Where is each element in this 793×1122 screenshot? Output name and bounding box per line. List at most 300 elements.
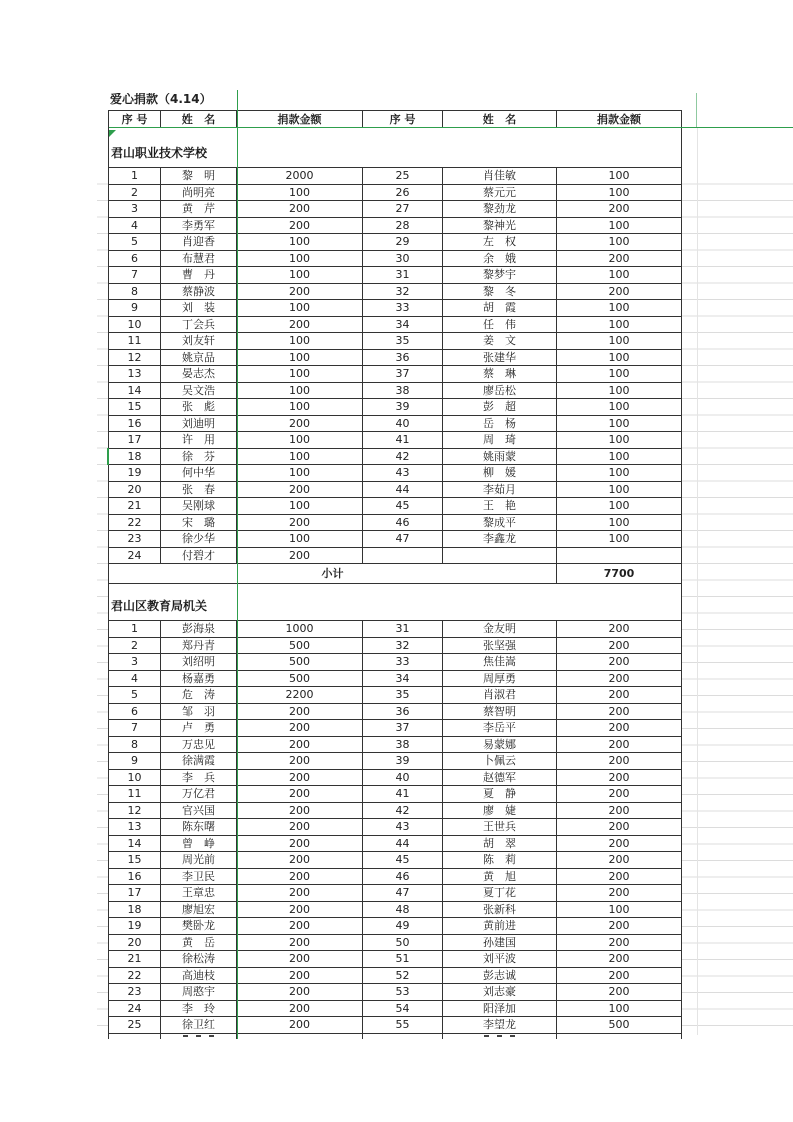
name-cell[interactable]: 姚京品 [161, 350, 237, 367]
name-cell[interactable]: 黎神光 [443, 218, 557, 235]
amount-cell[interactable]: 200 [237, 753, 363, 770]
amount-cell[interactable]: 100 [237, 383, 363, 400]
seq-cell[interactable]: 2 [109, 638, 161, 655]
amount-cell[interactable]: 200 [237, 935, 363, 952]
amount-cell[interactable]: 200 [557, 638, 681, 655]
name-cell[interactable]: 姚雨蒙 [443, 449, 557, 466]
amount-cell[interactable]: 500 [237, 638, 363, 655]
amount-cell[interactable]: 100 [557, 432, 681, 449]
name-cell[interactable]: 刘迪明 [161, 416, 237, 433]
amount-cell[interactable]: 100 [557, 482, 681, 499]
name-cell[interactable]: 廖旭宏 [161, 902, 237, 919]
seq-cell[interactable]: 14 [109, 383, 161, 400]
amount-cell[interactable]: 200 [237, 317, 363, 334]
seq-cell[interactable]: 37 [363, 720, 443, 737]
amount-cell[interactable]: 100 [557, 218, 681, 235]
name-cell[interactable]: 高迪枝 [161, 968, 237, 985]
seq-cell[interactable]: 27 [363, 201, 443, 218]
amount-cell[interactable]: 200 [237, 416, 363, 433]
seq-cell[interactable]: 54 [363, 1001, 443, 1018]
name-cell[interactable]: 付碧才 [161, 548, 237, 565]
name-cell[interactable]: 徐 芬 [161, 449, 237, 466]
amount-cell[interactable]: 100 [237, 333, 363, 350]
amount-cell[interactable]: 200 [557, 621, 681, 638]
seq-cell[interactable]: 36 [363, 704, 443, 721]
seq-cell[interactable]: 25 [109, 1017, 161, 1034]
seq-cell[interactable]: 48 [363, 902, 443, 919]
seq-cell[interactable] [363, 548, 443, 565]
seq-cell[interactable]: 31 [363, 621, 443, 638]
name-cell[interactable]: 杨嘉勇 [161, 671, 237, 688]
name-cell[interactable]: 黎 明 [161, 168, 237, 185]
amount-cell[interactable]: 100 [557, 185, 681, 202]
name-cell[interactable]: 万亿君 [161, 786, 237, 803]
seq-cell[interactable]: 33 [363, 300, 443, 317]
name-cell[interactable]: 张新科 [443, 902, 557, 919]
seq-cell[interactable]: 41 [363, 786, 443, 803]
amount-cell[interactable]: 200 [557, 836, 681, 853]
amount-cell[interactable]: 100 [237, 350, 363, 367]
amount-cell[interactable]: 200 [237, 852, 363, 869]
name-cell[interactable]: 彭志诚 [443, 968, 557, 985]
seq-cell[interactable]: 38 [363, 737, 443, 754]
name-cell[interactable]: 李 玲 [161, 1001, 237, 1018]
amount-cell[interactable]: 100 [557, 333, 681, 350]
seq-cell[interactable]: 53 [363, 984, 443, 1001]
seq-cell[interactable]: 43 [363, 819, 443, 836]
seq-cell[interactable]: 40 [363, 770, 443, 787]
name-cell[interactable]: 布慧君 [161, 251, 237, 268]
amount-cell[interactable]: 200 [557, 720, 681, 737]
name-cell[interactable]: 徐满霞 [161, 753, 237, 770]
seq-cell[interactable]: 51 [363, 951, 443, 968]
amount-cell[interactable]: 200 [237, 951, 363, 968]
amount-cell[interactable]: 100 [557, 234, 681, 251]
amount-cell[interactable]: 200 [557, 654, 681, 671]
amount-cell[interactable]: 200 [237, 1001, 363, 1018]
name-cell[interactable]: 徐卫红 [161, 1017, 237, 1034]
seq-cell[interactable]: 17 [109, 432, 161, 449]
amount-cell[interactable]: 1000 [237, 621, 363, 638]
name-cell[interactable]: 李 兵 [161, 770, 237, 787]
seq-cell[interactable]: 40 [363, 416, 443, 433]
amount-cell[interactable]: 100 [237, 185, 363, 202]
name-cell[interactable]: 易蒙娜 [443, 737, 557, 754]
seq-cell[interactable]: 23 [109, 531, 161, 548]
amount-cell[interactable]: 200 [237, 218, 363, 235]
name-cell[interactable]: 李岳平 [443, 720, 557, 737]
name-cell[interactable]: 尚明亮 [161, 185, 237, 202]
name-cell[interactable]: 李茹月 [443, 482, 557, 499]
name-cell[interactable]: 黄 芹 [161, 201, 237, 218]
amount-cell[interactable]: 100 [557, 449, 681, 466]
amount-cell[interactable]: 200 [237, 515, 363, 532]
amount-cell[interactable]: 100 [557, 416, 681, 433]
seq-cell[interactable]: 47 [363, 885, 443, 902]
name-cell[interactable]: 李勇军 [161, 218, 237, 235]
name-cell[interactable]: 蔡 琳 [443, 366, 557, 383]
name-cell[interactable]: 吴文浩 [161, 383, 237, 400]
amount-cell[interactable] [557, 548, 681, 565]
seq-cell[interactable]: 3 [109, 201, 161, 218]
name-cell[interactable]: 卢 勇 [161, 720, 237, 737]
amount-cell[interactable]: 200 [237, 885, 363, 902]
name-cell[interactable]: 左 权 [443, 234, 557, 251]
seq-cell[interactable]: 49 [363, 918, 443, 935]
name-cell[interactable]: 张 春 [161, 482, 237, 499]
amount-cell[interactable]: 200 [557, 984, 681, 1001]
amount-cell[interactable]: 200 [557, 201, 681, 218]
amount-cell[interactable]: 100 [557, 531, 681, 548]
seq-cell[interactable]: 12 [109, 350, 161, 367]
name-cell[interactable]: 李鑫龙 [443, 531, 557, 548]
amount-cell[interactable]: 200 [557, 885, 681, 902]
seq-cell[interactable]: 21 [109, 951, 161, 968]
seq-cell[interactable]: 33 [363, 654, 443, 671]
name-cell[interactable]: 徐松涛 [161, 951, 237, 968]
name-cell[interactable]: 黎成平 [443, 515, 557, 532]
amount-cell[interactable]: 500 [237, 654, 363, 671]
seq-cell[interactable]: 46 [363, 869, 443, 886]
name-cell[interactable]: 吴刚球 [161, 498, 237, 515]
seq-cell[interactable]: 45 [363, 852, 443, 869]
subtotal-value-cell[interactable]: 7700 [557, 564, 681, 584]
amount-cell[interactable]: 200 [557, 968, 681, 985]
amount-cell[interactable]: 100 [557, 399, 681, 416]
name-cell[interactable]: 李望龙 [443, 1017, 557, 1034]
seq-cell[interactable]: 6 [109, 251, 161, 268]
name-cell[interactable]: 胡 翠 [443, 836, 557, 853]
name-cell[interactable]: 危 涛 [161, 687, 237, 704]
seq-cell[interactable]: 44 [363, 836, 443, 853]
name-cell[interactable]: 肖淑君 [443, 687, 557, 704]
amount-cell[interactable]: 200 [557, 803, 681, 820]
amount-cell[interactable]: 100 [557, 1001, 681, 1018]
seq-cell[interactable]: 6 [109, 704, 161, 721]
amount-cell[interactable]: 2200 [237, 687, 363, 704]
seq-cell[interactable]: 14 [109, 836, 161, 853]
seq-cell[interactable]: 38 [363, 383, 443, 400]
seq-cell[interactable]: 7 [109, 267, 161, 284]
name-cell[interactable]: 任 伟 [443, 317, 557, 334]
name-cell[interactable]: 焦佳嵩 [443, 654, 557, 671]
seq-cell[interactable]: 19 [109, 918, 161, 935]
amount-cell[interactable]: 200 [557, 951, 681, 968]
amount-cell[interactable]: 200 [237, 720, 363, 737]
name-cell[interactable]: 黎 冬 [443, 284, 557, 301]
name-cell[interactable]: 周厚勇 [443, 671, 557, 688]
seq-cell[interactable]: 9 [109, 300, 161, 317]
seq-cell[interactable]: 1 [109, 621, 161, 638]
seq-cell[interactable]: 43 [363, 465, 443, 482]
column-header-cell[interactable]: 序 号 [363, 111, 443, 128]
seq-cell[interactable]: 2 [109, 185, 161, 202]
name-cell[interactable]: 胡 霞 [443, 300, 557, 317]
seq-cell[interactable]: 47 [363, 531, 443, 548]
amount-cell[interactable]: 100 [237, 251, 363, 268]
name-cell[interactable]: 彭 超 [443, 399, 557, 416]
amount-cell[interactable]: 100 [557, 366, 681, 383]
seq-cell[interactable]: 36 [363, 350, 443, 367]
seq-cell[interactable]: 21 [109, 498, 161, 515]
amount-cell[interactable]: 100 [557, 350, 681, 367]
amount-cell[interactable]: 200 [237, 984, 363, 1001]
amount-cell[interactable]: 100 [237, 300, 363, 317]
seq-cell[interactable]: 55 [363, 1017, 443, 1034]
seq-cell[interactable]: 8 [109, 284, 161, 301]
seq-cell[interactable]: 20 [109, 935, 161, 952]
amount-cell[interactable]: 200 [557, 869, 681, 886]
amount-cell[interactable]: 200 [237, 482, 363, 499]
amount-cell[interactable]: 100 [237, 399, 363, 416]
seq-cell[interactable]: 35 [363, 687, 443, 704]
amount-cell[interactable]: 200 [237, 284, 363, 301]
name-cell[interactable]: 陈 莉 [443, 852, 557, 869]
seq-cell[interactable]: 5 [109, 234, 161, 251]
seq-cell[interactable]: 31 [363, 267, 443, 284]
name-cell[interactable]: 廖 婕 [443, 803, 557, 820]
seq-cell[interactable]: 13 [109, 819, 161, 836]
seq-cell[interactable]: 18 [109, 449, 161, 466]
seq-cell[interactable]: 15 [109, 852, 161, 869]
amount-cell[interactable]: 500 [237, 671, 363, 688]
amount-cell[interactable]: 200 [557, 852, 681, 869]
section-band[interactable] [109, 584, 681, 621]
name-cell[interactable]: 张建华 [443, 350, 557, 367]
name-cell[interactable] [443, 548, 557, 565]
name-cell[interactable]: 王世兵 [443, 819, 557, 836]
amount-cell[interactable]: 100 [237, 366, 363, 383]
name-cell[interactable]: 黄 岳 [161, 935, 237, 952]
column-header-cell[interactable]: 姓 名 [161, 111, 237, 128]
amount-cell[interactable]: 100 [237, 465, 363, 482]
name-cell[interactable]: 肖迎香 [161, 234, 237, 251]
seq-cell[interactable]: 32 [363, 284, 443, 301]
seq-cell[interactable]: 44 [363, 482, 443, 499]
amount-cell[interactable]: 200 [237, 201, 363, 218]
amount-cell[interactable]: 100 [237, 531, 363, 548]
name-cell[interactable]: 彭海泉 [161, 621, 237, 638]
seq-cell[interactable]: 11 [109, 333, 161, 350]
seq-cell[interactable]: 10 [109, 317, 161, 334]
seq-cell[interactable]: 22 [109, 515, 161, 532]
name-cell[interactable]: 张坚强 [443, 638, 557, 655]
seq-cell[interactable]: 15 [109, 399, 161, 416]
name-cell[interactable]: 郑丹青 [161, 638, 237, 655]
seq-cell[interactable]: 45 [363, 498, 443, 515]
name-cell[interactable]: 黄 旭 [443, 869, 557, 886]
seq-cell[interactable]: 8 [109, 737, 161, 754]
seq-cell[interactable]: 28 [363, 218, 443, 235]
seq-cell[interactable]: 25 [363, 168, 443, 185]
name-cell[interactable]: 蔡智明 [443, 704, 557, 721]
seq-cell[interactable]: 30 [363, 251, 443, 268]
seq-cell[interactable]: 10 [109, 770, 161, 787]
seq-cell[interactable]: 42 [363, 449, 443, 466]
seq-cell[interactable]: 19 [109, 465, 161, 482]
amount-cell[interactable]: 100 [557, 902, 681, 919]
name-cell[interactable]: 王章忠 [161, 885, 237, 902]
amount-cell[interactable]: 200 [557, 737, 681, 754]
name-cell[interactable]: 周憨宇 [161, 984, 237, 1001]
name-cell[interactable]: 樊卧龙 [161, 918, 237, 935]
amount-cell[interactable]: 100 [557, 168, 681, 185]
name-cell[interactable]: 周光前 [161, 852, 237, 869]
amount-cell[interactable]: 200 [237, 968, 363, 985]
section-band[interactable] [109, 128, 681, 168]
seq-cell[interactable]: 23 [109, 984, 161, 1001]
seq-cell[interactable]: 34 [363, 671, 443, 688]
seq-cell[interactable]: 18 [109, 902, 161, 919]
name-cell[interactable]: 邹 羽 [161, 704, 237, 721]
name-cell[interactable]: 柳 媛 [443, 465, 557, 482]
name-cell[interactable]: 卜佩云 [443, 753, 557, 770]
column-header-cell[interactable]: 姓 名 [443, 111, 557, 128]
name-cell[interactable]: 万忠见 [161, 737, 237, 754]
seq-cell[interactable]: 46 [363, 515, 443, 532]
name-cell[interactable]: 赵德军 [443, 770, 557, 787]
name-cell[interactable]: 周 琦 [443, 432, 557, 449]
seq-cell[interactable]: 7 [109, 720, 161, 737]
seq-cell[interactable]: 11 [109, 786, 161, 803]
name-cell[interactable]: 张 彪 [161, 399, 237, 416]
amount-cell[interactable]: 200 [237, 786, 363, 803]
amount-cell[interactable]: 100 [557, 300, 681, 317]
name-cell[interactable]: 刘平波 [443, 951, 557, 968]
seq-cell[interactable]: 1 [109, 168, 161, 185]
seq-cell[interactable]: 24 [109, 1001, 161, 1018]
name-cell[interactable]: 岳 杨 [443, 416, 557, 433]
name-cell[interactable]: 晏志杰 [161, 366, 237, 383]
seq-cell[interactable]: 5 [109, 687, 161, 704]
amount-cell[interactable]: 200 [557, 770, 681, 787]
name-cell[interactable]: 夏 静 [443, 786, 557, 803]
name-cell[interactable]: 余 娥 [443, 251, 557, 268]
name-cell[interactable]: 肖佳敏 [443, 168, 557, 185]
seq-cell[interactable]: 39 [363, 399, 443, 416]
amount-cell[interactable]: 200 [557, 786, 681, 803]
name-cell[interactable]: 夏丁花 [443, 885, 557, 902]
name-cell[interactable]: 黄前进 [443, 918, 557, 935]
amount-cell[interactable]: 100 [557, 317, 681, 334]
seq-cell[interactable]: 4 [109, 671, 161, 688]
seq-cell[interactable]: 20 [109, 482, 161, 499]
seq-cell[interactable]: 41 [363, 432, 443, 449]
amount-cell[interactable]: 200 [557, 704, 681, 721]
amount-cell[interactable]: 500 [557, 1017, 681, 1034]
amount-cell[interactable]: 100 [557, 498, 681, 515]
subtotal-label-cell[interactable]: 小计 [109, 564, 557, 584]
column-header-cell[interactable]: 捐款金额 [237, 111, 363, 128]
name-cell[interactable]: 刘友轩 [161, 333, 237, 350]
amount-cell[interactable]: 100 [237, 267, 363, 284]
amount-cell[interactable]: 100 [557, 383, 681, 400]
amount-cell[interactable]: 200 [237, 902, 363, 919]
name-cell[interactable]: 曾 峥 [161, 836, 237, 853]
name-cell[interactable]: 徐少华 [161, 531, 237, 548]
seq-cell[interactable]: 34 [363, 317, 443, 334]
name-cell[interactable]: 孙建国 [443, 935, 557, 952]
seq-cell[interactable]: 12 [109, 803, 161, 820]
amount-cell[interactable]: 200 [237, 918, 363, 935]
name-cell[interactable]: 李卫民 [161, 869, 237, 886]
name-cell[interactable]: 王 艳 [443, 498, 557, 515]
name-cell[interactable]: 阳泽加 [443, 1001, 557, 1018]
amount-cell[interactable]: 200 [557, 671, 681, 688]
name-cell[interactable]: 蔡静波 [161, 284, 237, 301]
amount-cell[interactable]: 100 [237, 498, 363, 515]
name-cell[interactable]: 官兴国 [161, 803, 237, 820]
amount-cell[interactable]: 200 [237, 836, 363, 853]
name-cell[interactable]: 许 用 [161, 432, 237, 449]
seq-cell[interactable]: 37 [363, 366, 443, 383]
amount-cell[interactable]: 200 [237, 869, 363, 886]
amount-cell[interactable]: 200 [237, 1017, 363, 1034]
amount-cell[interactable]: 200 [237, 803, 363, 820]
seq-cell[interactable]: 16 [109, 869, 161, 886]
name-cell[interactable]: 丁会兵 [161, 317, 237, 334]
seq-cell[interactable]: 52 [363, 968, 443, 985]
seq-cell[interactable]: 26 [363, 185, 443, 202]
name-cell[interactable]: 廖岳松 [443, 383, 557, 400]
amount-cell[interactable]: 200 [557, 753, 681, 770]
name-cell[interactable]: 陈东曙 [161, 819, 237, 836]
amount-cell[interactable]: 2000 [237, 168, 363, 185]
seq-cell[interactable]: 3 [109, 654, 161, 671]
name-cell[interactable]: 蔡元元 [443, 185, 557, 202]
seq-cell[interactable]: 29 [363, 234, 443, 251]
seq-cell[interactable]: 9 [109, 753, 161, 770]
seq-cell[interactable]: 16 [109, 416, 161, 433]
amount-cell[interactable]: 200 [237, 819, 363, 836]
column-header-cell[interactable]: 捐款金额 [597, 113, 641, 126]
seq-cell[interactable]: 4 [109, 218, 161, 235]
amount-cell[interactable]: 200 [237, 704, 363, 721]
amount-cell[interactable]: 200 [557, 284, 681, 301]
name-cell[interactable]: 姜 文 [443, 333, 557, 350]
name-cell[interactable]: 金友明 [443, 621, 557, 638]
amount-cell[interactable]: 200 [557, 918, 681, 935]
name-cell[interactable]: 黎劲龙 [443, 201, 557, 218]
amount-cell[interactable]: 200 [557, 819, 681, 836]
amount-cell[interactable]: 100 [237, 449, 363, 466]
name-cell[interactable]: 刘志豪 [443, 984, 557, 1001]
seq-cell[interactable]: 39 [363, 753, 443, 770]
amount-cell[interactable]: 200 [237, 770, 363, 787]
seq-cell[interactable]: 22 [109, 968, 161, 985]
seq-cell[interactable]: 35 [363, 333, 443, 350]
seq-cell[interactable]: 13 [109, 366, 161, 383]
amount-cell[interactable]: 100 [557, 465, 681, 482]
amount-cell[interactable]: 200 [237, 737, 363, 754]
name-cell[interactable]: 何中华 [161, 465, 237, 482]
seq-cell[interactable]: 17 [109, 885, 161, 902]
amount-cell[interactable]: 100 [557, 515, 681, 532]
amount-cell[interactable]: 100 [557, 267, 681, 284]
seq-cell[interactable]: 50 [363, 935, 443, 952]
amount-cell[interactable]: 100 [237, 234, 363, 251]
amount-cell[interactable]: 200 [557, 935, 681, 952]
amount-cell[interactable]: 200 [557, 251, 681, 268]
name-cell[interactable]: 黎梦宇 [443, 267, 557, 284]
name-cell[interactable]: 刘 装 [161, 300, 237, 317]
column-header-cell[interactable]: 序 号 [109, 111, 161, 128]
name-cell[interactable]: 曹 丹 [161, 267, 237, 284]
name-cell[interactable]: 宋 璐 [161, 515, 237, 532]
name-cell[interactable]: 刘绍明 [161, 654, 237, 671]
seq-cell[interactable]: 24 [109, 548, 161, 565]
seq-cell[interactable]: 42 [363, 803, 443, 820]
